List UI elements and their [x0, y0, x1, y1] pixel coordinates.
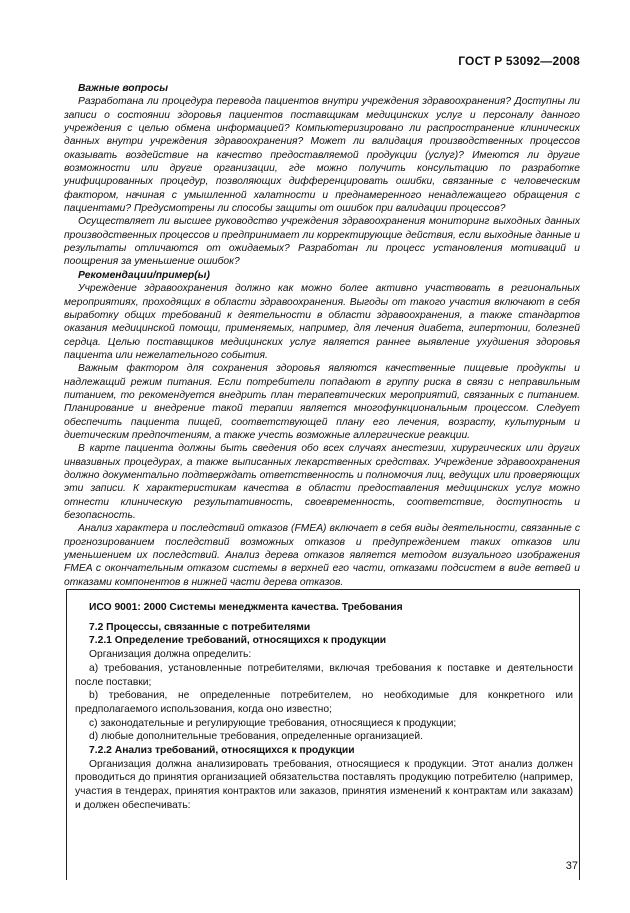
paragraph-2: Осуществляет ли высшее руководство учреждения здравоохранения мониторинг выходных данных производственных процессов и предпринимает ли корректирующие действия, если выходные данные и результаты отличаются от ожидаемых? Разработан ли процесс установления мотиваций и поощрения за уменьшение ошибок? [64, 216, 580, 268]
iso-requirements-box [66, 589, 580, 880]
box-paragraph-7-2-2: Организация должна анализировать требования, относящиеся к продукции. Этот анализ должен проводиться до принятия организацией обязательства поставлять продукцию потребителю (например, участия в тендерах, принятия контрактов или заказов, принятия изменений к контрактам или заказам) и должен обеспечивать: [75, 758, 573, 811]
paragraph-3: Учреждение здравоохранения должно как можно более активно участвовать в региональных мероприятиях, проходящих в области здравоохранения. Выгоды от такого участия включают в себя выработку общих требований к деятельности в области здравоохранения, а также стандартов оказания медицинской помощи, применяемых, например, для лечения диабета, гипертонии, болезней сердца. Целью поставщиков медицинских услуг является раннее выявление ухудшения здоровья пациента или нежелательного события. [64, 283, 580, 361]
section-7-2-2: 7.2.2 Анализ требований, относящихся к продукции [89, 745, 355, 757]
main-text [64, 82, 580, 589]
page-number: 37 [565, 860, 578, 872]
section-7-2-1: 7.2.1 Определение требований, относящихся к продукции [89, 635, 387, 647]
heading-important-questions: Важные вопросы [78, 83, 168, 94]
box-intro: Организация должна определить: [89, 649, 252, 661]
document-header: ГОСТ Р 53092—2008 [458, 54, 580, 68]
list-item-a: а) требования, установленные потребителями, включая требования к поставке и деятельности после поставки; [75, 662, 573, 688]
paragraph-4: Важным фактором для сохранения здоровья являются качественные пищевые продукты и надлежащий режим питания. Если потребители попадают в группу риска в связи с неправильным питанием, то рекомендуется внедрить план терапевтических мероприятий, связанных с питанием. Планирование и внедрение такой терапии является многофункциональным процессом. Следует обеспечить пациента пищей, соответствующей плану его лечения, возрасту, культурным и диетическим предпочтениям, а также учесть возможные аллергические реакции. [64, 363, 580, 441]
box-title: ИСО 9001: 2000 Системы менеджмента качества. Требования [89, 602, 403, 613]
paragraph-1: Разработана ли процедура перевода пациентов внутри учреждения здравоохранения? Доступны ли записи о состоянии здоровья пациентов поставщикам медицинских услуг и персоналу данного учреждения с целью обмена информацией? Компьютеризировано ли распространение клинических данных внутри учреждения здравоохранения? Может ли валидация производственных процессов оказывать воздействие на качество предоставляемой продукции (услуг)? Имеются ли другие возможности или другие организации, где можно получить консультацию по разработке унифицированных процедур, позволяющих дифференцировать ошибки, связанные с человеческим фактором, начиная с умышленной халатности и преднамеренного ненадлежащего обращения с пациентами? Предусмотрены ли способы защиты от ошибок при валидации процессов? [64, 96, 580, 215]
section-7-2: 7.2 Процессы, связанные с потребителями [89, 621, 311, 633]
paragraph-6: Анализ характера и последствий отказов (FMEA) включает в себя виды деятельности, связанные с прогнозированием последствий возможных отказов и предупреждением таких отказов или уменьшением их последствий. Анализ дерева отказов является методом визуального изображения FMEA с окончательным отказом системы в верхней его части, отказами подсистем в виде ветвей и отказами компонентов в нижней части дерева отказов. [64, 523, 580, 588]
paragraph-5: В карте пациента должны быть сведения обо всех случаях анестезии, хирургических или других инвазивных процедурах, а также выписанных лекарственных средствах. Учреждение здравоохранения должно документально подтверждать ответственность и полномочия лиц, ведущих или проверяющих эти записи. К характеристикам качества в области предоставления медицинских услуг можно отнести клиническую результативность, своевременность, соответствие, доступность и безопасность. [64, 443, 580, 521]
list-item-c: с) законодательные и регулирующие требования, относящиеся к продукции; [89, 717, 457, 729]
heading-recommendations: Рекомендации/пример(ы) [78, 269, 210, 281]
list-item-d: d) любые дополнительные требования, определенные организацией. [89, 731, 424, 743]
list-item-b: b) требования, не определенные потребителем, но необходимые для конкретного или предполагаемого использования, когда оно известно; [75, 690, 573, 715]
